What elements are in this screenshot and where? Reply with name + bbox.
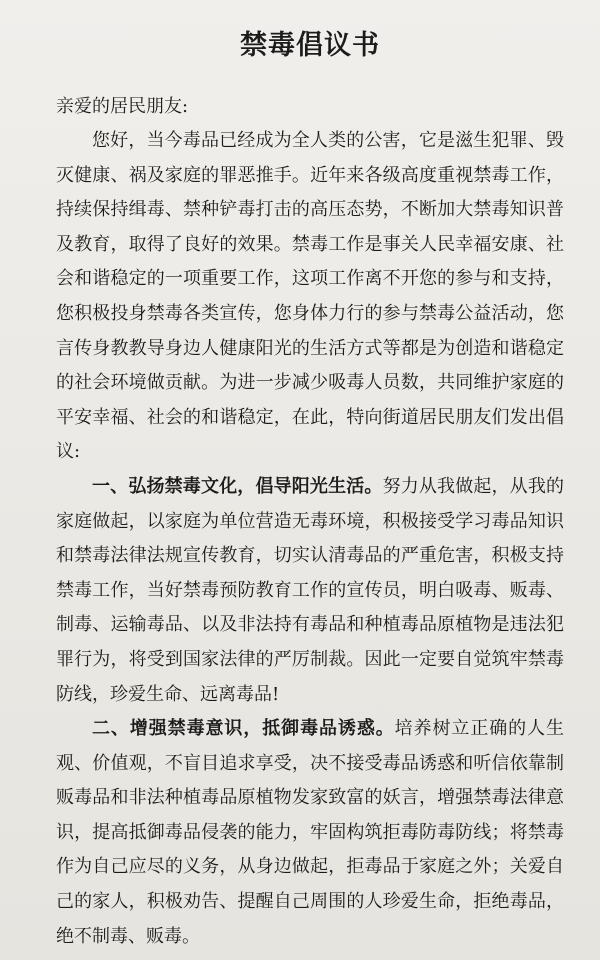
section-1-heading: 一、弘扬禁毒文化，倡导阳光生活。 <box>92 475 383 497</box>
greeting-line: 亲爱的居民朋友: <box>56 96 189 117</box>
section-2-paragraph <box>56 712 564 954</box>
document-title: 禁毒倡议书 <box>240 30 380 61</box>
intro-paragraph: 您好，当今毒品已经成为全人类的公害，它是滋生犯罪、毁灭健康、祸及家庭的罪恶推手。近年来各级高度重视禁毒工作，持续保持缉毒、禁种铲毒打击的高压态势，不断加大禁毒知识普及教育，取得了良好的效果。禁毒工作是事关人民幸福安康、社会和谐稳定的一项重要工作，这项工作离不开您的参与和支持，您积极投身禁毒各类宣传，您身体力行的参与禁毒公益活动，您言传身教教导身边人健康阳光的生活方式等都是为创造和谐稳定的社会环境做贡献。为进一步减少吸毒人员数，共同维护家庭的平安幸福、社会的和谐稳定，在此，特向街道居民朋友们发出倡议: <box>56 130 564 463</box>
section-1-body: 努力从我做起，从我的家庭做起，以家庭为单位营造无毒环境，积极接受学习毒品知识和禁毒法律法规宣传教育，切实认清毒品的严重危害，积极支持禁毒工作，当好禁毒预防教育工作的宣传员，明白吸毒、贩毒、制毒、运输毒品、以及非法持有毒品和种植毒品原植物是违法犯罪行为，将受到国家法律的严厉制裁。因此一定要自觉筑牢禁毒防线，珍爱生命、远离毒品! <box>56 475 565 705</box>
section-1-paragraph <box>56 470 564 712</box>
section-2-heading: 二、增强禁毒意识，抵御毒品诱惑。 <box>92 718 395 740</box>
section-2-body: 培养树立正确的人生观、价值观，不盲目追求享受，决不接受毒品诱惑和听信依靠制贩毒品和非法种植毒品原植物发家致富的妖言，增强禁毒法律意识，提高抵御毒品侵袭的能力，牢固构筑拒毒防毒防线；将禁毒作为自己应尽的义务，从身边做起，拒毒品于家庭之外；关爱自己的家人，积极劝告、提醒自己周围的人珍爱生命，拒绝毒品，绝不制毒、贩毒。 <box>56 718 565 947</box>
